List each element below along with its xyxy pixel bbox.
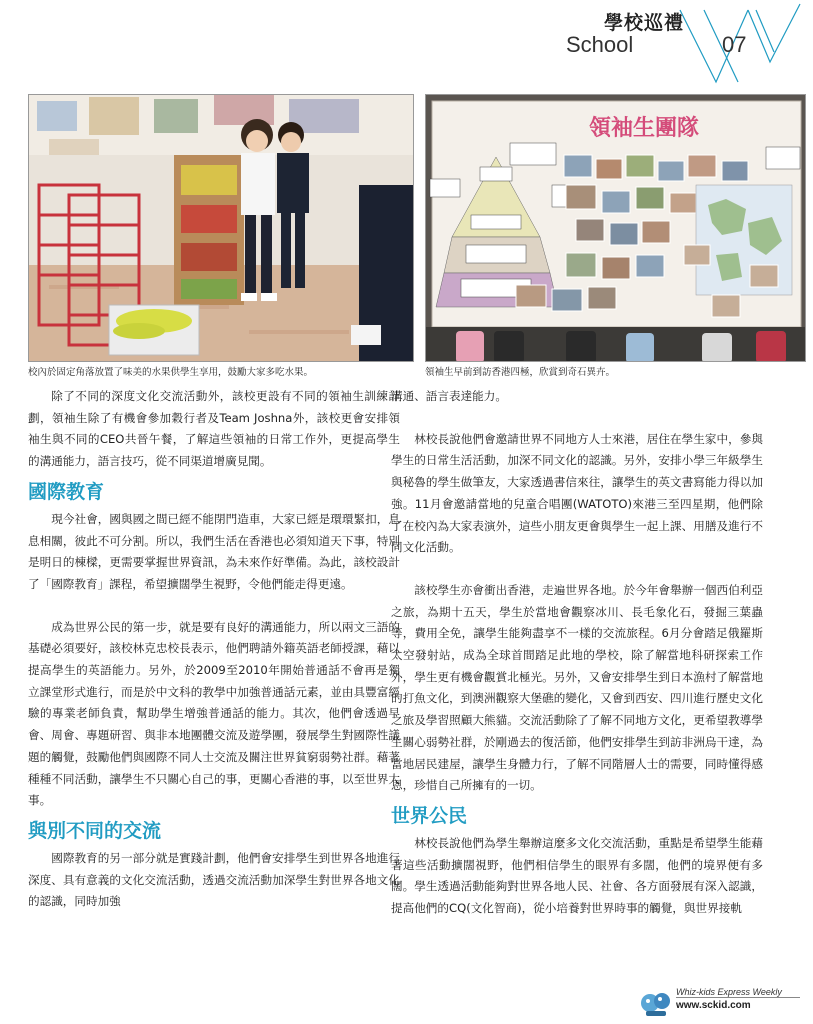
article-paragraph: 成為世界公民的第一步，就是要有良好的溝通能力，所以兩文三語的基礎必須要好，該校林克忠校長表示，他們聘請外籍英語老師授課，藉以提高學生的英語能力。另外，於2009至2010年開始普通話不會再是獨立課堂形式進行，而是於中文科的教學中加強普通話元素，並由具豐富經驗的專業老師負責，幫助學生增強普通話的能力。其次，他們會透過早會、周會、專題研習、與非本地團體交流及遊學團，發展學生對國際性議題的觸覺，鼓勵他們與國際不同人士交流及關注世界貧窮弱勢社群。藉著種種不同活動，讓學生不只關心自己的事，更關心香港的事，以至世界大事。 <box>28 619 400 808</box>
footer-divider <box>676 997 800 998</box>
page-header <box>0 0 813 92</box>
section-heading: 世界公民 <box>391 804 468 827</box>
footer-url[interactable]: www.sckid.com <box>676 1000 751 1011</box>
photo-caption: 領袖生早前到訪香港四極，欣賞到奇石異卉。 <box>425 367 616 378</box>
photo-fruit-corner <box>28 94 414 362</box>
article-paragraph: 該校學生亦會衝出香港，走遍世界各地。於今年會舉辦一個西伯利亞之旅，為期十五天，學生於當地會觀察冰川、長毛象化石，發掘三葉蟲等，費用全免，讓學生能夠盡享不一樣的交流旅程。6月分會踏足俄羅斯太空發射站，成為全球首間踏足此地的學校，除了解當地科研探索工作外，學生更有機會觀賞北極光。另外，又會安排學生到日本漁村了解當地的打魚文化，到澳洲觀察大堡礁的變化，又會到西安、四川進行歷史文化之旅及學習照顧大熊貓。交流活動除了了解不同地方文化，更希望教導學生關心弱勢社群，於剛過去的復活節，他們安排學生到訪非洲烏干達，為當地居民建屋，讓學生身體力行，了解不同階層人士的需要，同時懂得感恩，珍惜自己所擁有的一切。 <box>391 582 763 793</box>
article-left-column <box>28 386 400 913</box>
photo-caption: 校內於固定角落放置了味美的水果供學生享用，鼓勵大家多吃水果。 <box>28 367 314 378</box>
board-title: 領袖生團隊 <box>588 116 700 141</box>
section-title-zh: 學校巡禮 <box>604 12 685 34</box>
paragraph-gap <box>391 559 763 580</box>
article-right-column <box>391 386 763 920</box>
section-heading: 與別不同的交流 <box>28 819 162 842</box>
paragraph-gap <box>391 408 763 429</box>
article-paragraph: 現今社會，國與國之間已經不能閉門造車，大家已經是環環緊扣，息息相關，彼此不可分割。所以，我們生活在香港也必須知道天下事，特別是明日的棟樑，更需要掌握世界資訊，為未來作好準備。為此，該校設計了「國際教育」課程，希望擴闊學生視野，令他們能走得更遠。 <box>28 511 400 591</box>
mascot-icon <box>636 985 676 1019</box>
article-paragraph: 國際教育的另一部分就是實踐計劃，他們會安排學生到世界各地進行深度、具有意義的文化交流活動，透過交流活動加深學生對世界各地文化的認識，同時加強 <box>28 850 400 909</box>
section-heading: 國際教育 <box>28 480 105 503</box>
paragraph-gap <box>28 596 400 617</box>
article-paragraph: 溝通、語言表達能力。 <box>391 389 507 403</box>
article-paragraph: 除了不同的深度文化交流活動外，該校更設有不同的領袖生訓練計劃，領袖生除了有機會參加穀行者及Team Joshna外，該校更會安排領袖生與不同的CEO共晉午餐，了解這些領袖的日常工作外，更提高學生的溝通能力，語言技巧，從不同渠道增廣見聞。 <box>28 389 400 469</box>
page-number: 07 <box>722 32 747 57</box>
article-paragraph: 林校長說他們為學生舉辦這麼多文化交流活動，重點是希望學生能藉著這些活動擴闊視野，他們相信學生的眼界有多闊，他們的境界便有多闊。學生透過活動能夠對世界各地人民、社會、各方面發展有深入認識，提高他們的CQ(文化智商)，從小培養對世界時事的觸覺，與世界接軌 <box>391 835 763 916</box>
photo-leadership-board <box>425 94 806 362</box>
footer-brand: Whiz-kids Express Weekly <box>676 987 782 997</box>
article-paragraph: 林校長說他們會邀請世界不同地方人士來港，居住在學生家中，參與學生的日常生活活動，加深不同文化的認識。另外，安排小學三年級學生與秘魯的學生做筆友，大家透過書信來往，讓學生的英文書寫能力得以加強。11月會邀請當地的兒童合唱團(WATOTO)來港三至四星期，他們除了在校內為大家表演外，這些小朋友更會與學生一起上課、用膳及進行不同文化活動。 <box>391 431 763 555</box>
header-v-logo-icon <box>0 0 813 92</box>
section-title-en: School <box>566 32 634 57</box>
